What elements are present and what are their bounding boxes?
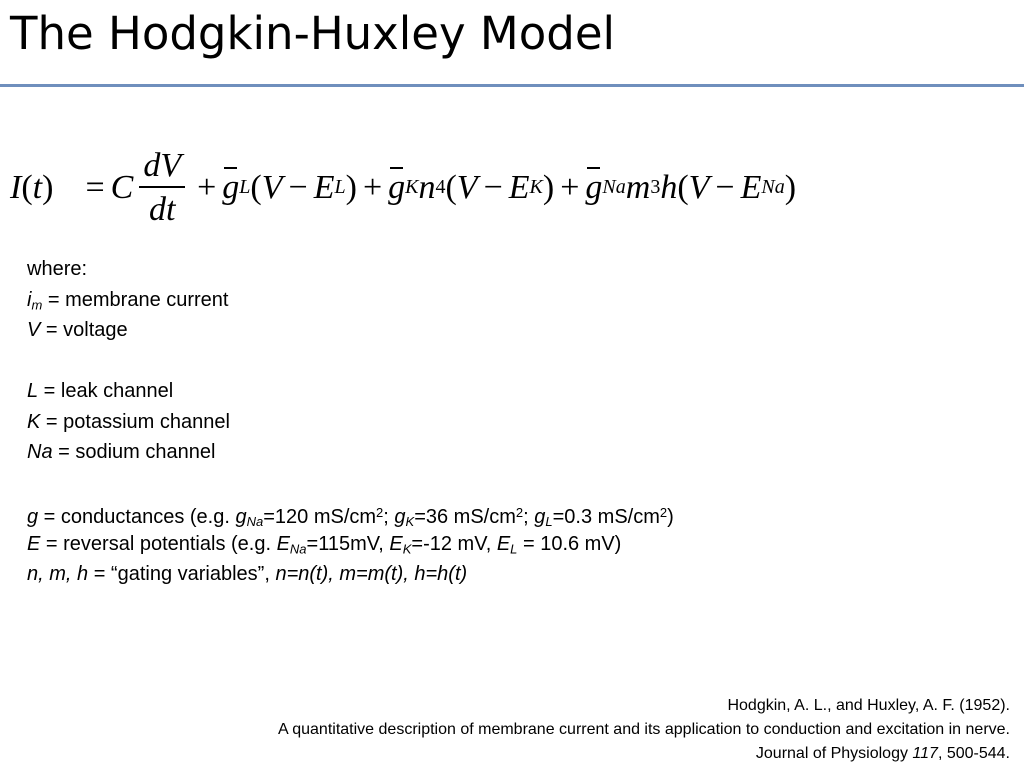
def-value: = 10.6 mV) bbox=[517, 532, 622, 555]
eq-paren: ( bbox=[250, 168, 262, 206]
def-superscript: 2 bbox=[515, 505, 524, 520]
def-sodium bbox=[27, 437, 674, 468]
eq-minus: − bbox=[483, 168, 503, 206]
eq-paren: ) bbox=[784, 168, 797, 206]
eq-paren: ( bbox=[445, 168, 457, 206]
def-text: = potassium channel bbox=[40, 410, 230, 433]
def-symbol: E bbox=[389, 532, 403, 555]
eq-exp-3: 3 bbox=[650, 176, 661, 199]
hodgkin-huxley-equation bbox=[10, 148, 1010, 227]
eq-gbar-sodium: g bbox=[585, 168, 603, 206]
def-value: =120 mS/cm bbox=[263, 505, 377, 528]
def-value: =0.3 mS/cm bbox=[552, 505, 660, 528]
eq-frac-denominator: dt bbox=[148, 190, 176, 228]
slide-title: The Hodgkin-Huxley Model bbox=[10, 7, 616, 60]
eq-paren: ( bbox=[677, 168, 689, 206]
eq-sub-potassium: K bbox=[405, 176, 419, 199]
def-conductances bbox=[27, 498, 674, 529]
def-subscript: m bbox=[31, 296, 43, 312]
def-separator: ; bbox=[383, 505, 395, 528]
def-subscript: Na bbox=[246, 514, 264, 530]
eq-reversal-symbol: E bbox=[740, 168, 762, 206]
eq-gbar-potassium: g bbox=[388, 168, 406, 206]
eq-minus: − bbox=[288, 168, 308, 206]
def-value: =115mV, bbox=[306, 532, 390, 555]
eq-plus: + bbox=[362, 168, 383, 206]
def-symbol: i bbox=[27, 288, 32, 311]
eq-reversal-symbol: E bbox=[508, 168, 530, 206]
eq-sub-leak: L bbox=[239, 176, 251, 199]
def-value: =-12 mV, bbox=[411, 532, 497, 555]
def-symbol: E bbox=[27, 532, 41, 555]
eq-sub-potassium: K bbox=[529, 176, 543, 199]
eq-plus: + bbox=[197, 168, 217, 206]
def-subscript: K bbox=[405, 514, 415, 530]
def-separator: ; bbox=[523, 505, 535, 528]
def-symbol: Na bbox=[27, 441, 53, 463]
def-symbol: E bbox=[276, 532, 290, 555]
def-subscript: Na bbox=[289, 540, 307, 556]
eq-paren: ) bbox=[345, 168, 357, 206]
def-reversal-potentials bbox=[27, 529, 674, 560]
eq-gbar-leak: g bbox=[222, 168, 240, 206]
eq-equals: = bbox=[85, 168, 105, 206]
citation-pages: , 500-544. bbox=[937, 745, 1010, 762]
title-divider bbox=[0, 84, 1024, 87]
def-text: = voltage bbox=[40, 319, 128, 341]
def-potassium bbox=[27, 407, 674, 438]
eq-gate-m: m bbox=[625, 168, 651, 206]
def-superscript: 2 bbox=[659, 505, 668, 520]
def-gating-variables bbox=[27, 559, 674, 590]
citation bbox=[278, 694, 1010, 766]
spacer bbox=[27, 468, 674, 499]
eq-minus: − bbox=[715, 168, 735, 206]
def-symbol: g bbox=[534, 505, 546, 528]
eq-frac-numerator: dV bbox=[139, 148, 185, 188]
def-symbol: g bbox=[235, 505, 247, 528]
def-text: ) bbox=[667, 505, 674, 528]
def-text: = membrane current bbox=[42, 288, 229, 311]
citation-title: A quantitative description of membrane current and its application to conduction and excitation in nerve. bbox=[278, 721, 1010, 738]
def-symbol: K bbox=[27, 410, 41, 433]
eq-exp-4: 4 bbox=[435, 176, 446, 199]
eq-capacitance-symbol: C bbox=[110, 168, 134, 206]
def-text: = sodium channel bbox=[52, 441, 216, 463]
def-membrane-current bbox=[27, 285, 674, 316]
citation-authors: Hodgkin, A. L., and Huxley, A. F. (1952). bbox=[727, 697, 1010, 714]
spacer bbox=[27, 346, 674, 377]
eq-gate-h: h bbox=[660, 168, 678, 206]
def-symbol: g bbox=[27, 505, 39, 528]
eq-voltage-symbol: V bbox=[688, 168, 710, 206]
eq-paren: ( bbox=[21, 168, 33, 206]
citation-journal-name: Journal of Physiology bbox=[755, 745, 913, 762]
eq-sub-sodium: Na bbox=[602, 176, 626, 199]
eq-time-symbol: t bbox=[32, 168, 43, 206]
def-value: =36 mS/cm bbox=[414, 505, 516, 528]
def-subscript: K bbox=[402, 540, 412, 556]
eq-paren: ) bbox=[42, 168, 54, 206]
citation-journal bbox=[278, 742, 1010, 766]
def-symbol: L bbox=[27, 380, 39, 402]
eq-sub-leak: L bbox=[334, 176, 346, 199]
def-functions: n=n(t), m=m(t), h=h(t) bbox=[275, 563, 468, 585]
def-symbol: E bbox=[496, 532, 511, 555]
eq-derivative-fraction bbox=[139, 148, 185, 227]
eq-voltage-symbol: V bbox=[456, 168, 478, 206]
def-text: = conductances (e.g. bbox=[38, 505, 236, 528]
eq-voltage-symbol: V bbox=[261, 168, 283, 206]
eq-current-symbol: I bbox=[10, 168, 22, 206]
eq-paren: ) bbox=[542, 168, 555, 206]
def-superscript: 2 bbox=[376, 505, 384, 520]
eq-plus: + bbox=[560, 168, 580, 206]
def-text: = “gating variables”, bbox=[88, 563, 276, 585]
eq-sub-sodium: Na bbox=[761, 176, 785, 199]
def-text: = leak channel bbox=[38, 380, 174, 402]
def-text: = reversal potentials (e.g. bbox=[40, 532, 277, 555]
variable-definitions bbox=[27, 254, 674, 590]
def-subscript: L bbox=[510, 540, 518, 556]
eq-gate-n: n bbox=[418, 168, 436, 206]
def-symbol: g bbox=[394, 505, 406, 528]
eq-reversal-symbol: E bbox=[313, 168, 335, 206]
def-leak bbox=[27, 376, 674, 407]
def-voltage bbox=[27, 315, 674, 346]
def-symbol: V bbox=[27, 319, 41, 341]
where-label: where: bbox=[27, 258, 88, 280]
def-subscript: L bbox=[545, 514, 553, 530]
def-symbol: n, m, h bbox=[27, 563, 89, 585]
citation-volume: 117 bbox=[912, 745, 938, 762]
